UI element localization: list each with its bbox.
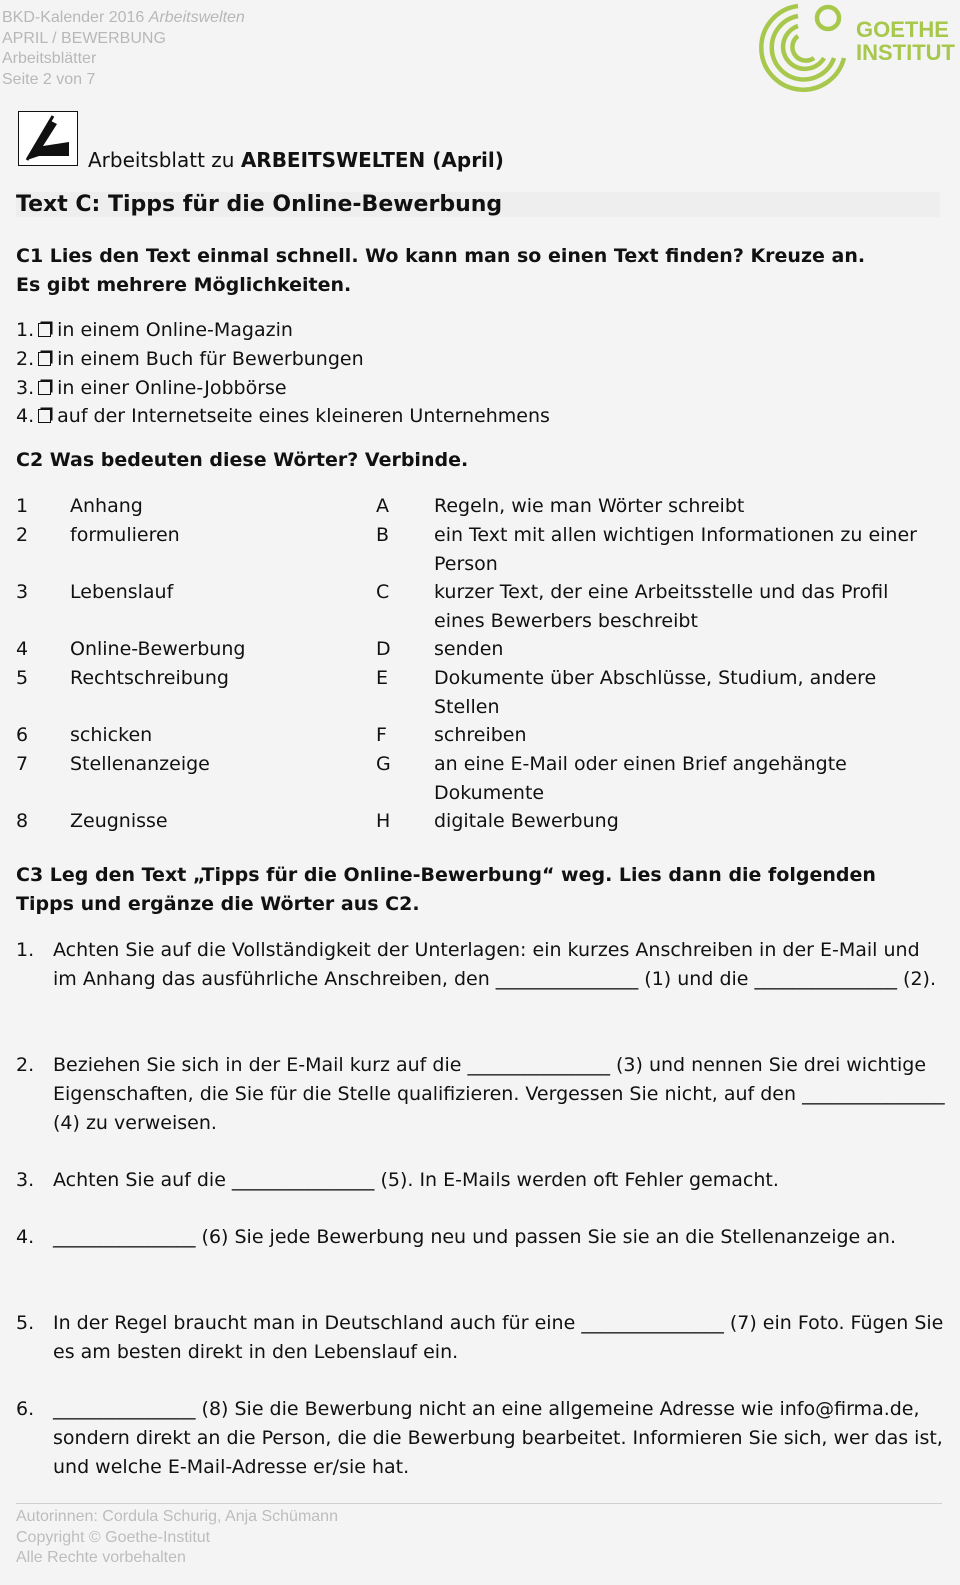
header-line: Seite 2 von 7 [2,70,96,88]
tip-text: _______________ (8) Sie die Bewerbung nicht an eine allgemeine Adresse wie info@firma.de, sondern direkt an die Person, die die Bewerbung bearbeitet. Informieren Sie sich, wer das ist, und welche E-Mail-Adresse er/sie hat. [53,1398,943,1478]
tip-item [16,936,946,994]
match-letter: D [376,638,391,660]
match-term: schicken [70,724,153,746]
tip-item [16,1395,946,1481]
tip-item [16,1051,946,1137]
tip-text: Achten Sie auf die Vollständigkeit der Unterlagen: ein kurzes Anschreiben in der E-Mail und im Anhang das ausführliche Anschreiben, den _______________ (1) und die _______________ (2). [53,939,937,990]
tip-text: _______________ (6) Sie jede Bewerbung neu und passen Sie sie an die Stellenanzeige an. [53,1226,896,1248]
goethe-institut-logo: GOETHE INSTITUT [756,2,951,92]
tip-number: 1. [16,939,35,961]
match-def: an eine E-Mail oder einen Brief angehängte Dokumente [434,753,847,804]
page-footer: Autorinnen: Cordula Schurig, Anja Schümann Copyright © Goethe-Institut Alle Rechte vorbehalten [16,1508,338,1566]
match-def: Dokumente über Abschlüsse, Studium, andere Stellen [434,667,877,718]
worksheet-title: Arbeitsblatt zu ARBEITSWELTEN (April) [88,148,504,172]
match-letter: B [376,524,390,546]
match-def: digitale Bewerbung [434,810,619,832]
match-n: 3 [16,581,29,603]
header-line: BKD-Kalender 2016 Arbeitswelten [2,9,245,26]
match-letter: G [376,753,391,775]
checkbox[interactable] [38,352,51,366]
match-letter: C [376,581,390,603]
option-item[interactable]: 2. in einem Buch für Bewerbungen [16,347,364,370]
match-n: 4 [16,638,29,660]
match-term: Lebenslauf [70,581,174,603]
match-term: Anhang [70,495,143,517]
option-item[interactable]: 3. in einer Online-Jobbörse [16,376,287,399]
match-n: 5 [16,667,29,689]
c1-question: C1 Lies den Text einmal schnell. Wo kann man so einen Text finden? Kreuze an. Es gibt mehrere Möglichkeiten. [16,245,866,296]
match-n: 2 [16,524,29,546]
header-line: Arbeitsblätter [2,50,97,67]
match-def: ein Text mit allen wichtigen Informationen zu einer Person [434,524,917,575]
tip-item [16,1223,946,1252]
match-term: formulieren [70,524,180,546]
tip-text: Achten Sie auf die _______________ (5). In E-Mails werden oft Fehler gemacht. [53,1169,779,1191]
c3-question: C3 Leg den Text „Tipps für die Online-Bewerbung“ weg. Lies dann die folgenden Tipps und ergänze die Wörter aus C2. [16,864,876,915]
tip-number: 5. [16,1312,35,1334]
checkbox[interactable] [38,381,51,395]
match-letter: A [376,495,389,517]
page-header [2,8,245,90]
tip-item [16,1309,946,1367]
tip-number: 4. [16,1226,35,1248]
tip-text: In der Regel braucht man in Deutschland auch für eine _______________ (7) ein Foto. Fügen Sie es am besten direkt in den Lebenslauf ein. [53,1312,944,1363]
match-def: kurzer Text, der eine Arbeitsstelle und das Profil eines Bewerbers beschreibt [434,581,889,632]
tip-text: Beziehen Sie sich in der E-Mail kurz auf die _______________ (3) und nennen Sie drei wichtige Eigenschaften, die Sie für die Stelle qualifizieren. Vergessen Sie nicht, auf den _______________ (4) zu verweisen. [53,1054,945,1134]
match-letter: F [376,724,387,746]
tip-number: 3. [16,1169,35,1191]
checkbox[interactable] [38,409,51,423]
match-def: senden [434,638,504,660]
match-term: Rechtschreibung [70,667,229,689]
header-line: APRIL / BEWERBUNG [2,29,166,47]
writing-hand-icon [18,111,78,166]
tip-number: 6. [16,1398,35,1420]
match-term: Stellenanzeige [70,753,210,775]
match-n: 1 [16,495,29,517]
match-n: 8 [16,810,29,832]
match-def: schreiben [434,724,527,746]
match-n: 6 [16,724,29,746]
match-term: Online-Bewerbung [70,638,246,660]
c2-question: C2 Was bedeuten diese Wörter? Verbinde. [16,449,469,471]
match-def: Regeln, wie man Wörter schreibt [434,495,745,517]
section-title: Text C: Tipps für die Online-Bewerbung [16,192,940,217]
option-item[interactable]: 1. in einem Online-Magazin [16,319,293,341]
tip-number: 2. [16,1054,35,1076]
tip-item [16,1166,946,1195]
option-item[interactable]: 4. auf der Internetseite eines kleineren Unternehmens [16,405,550,428]
footer-divider [16,1503,942,1504]
match-n: 7 [16,753,29,775]
checkbox[interactable] [38,323,51,337]
logo-arcs-icon [756,2,856,92]
match-letter: E [376,667,389,689]
match-term: Zeugnisse [70,810,168,832]
match-letter: H [376,810,391,832]
c1-options [16,316,550,431]
